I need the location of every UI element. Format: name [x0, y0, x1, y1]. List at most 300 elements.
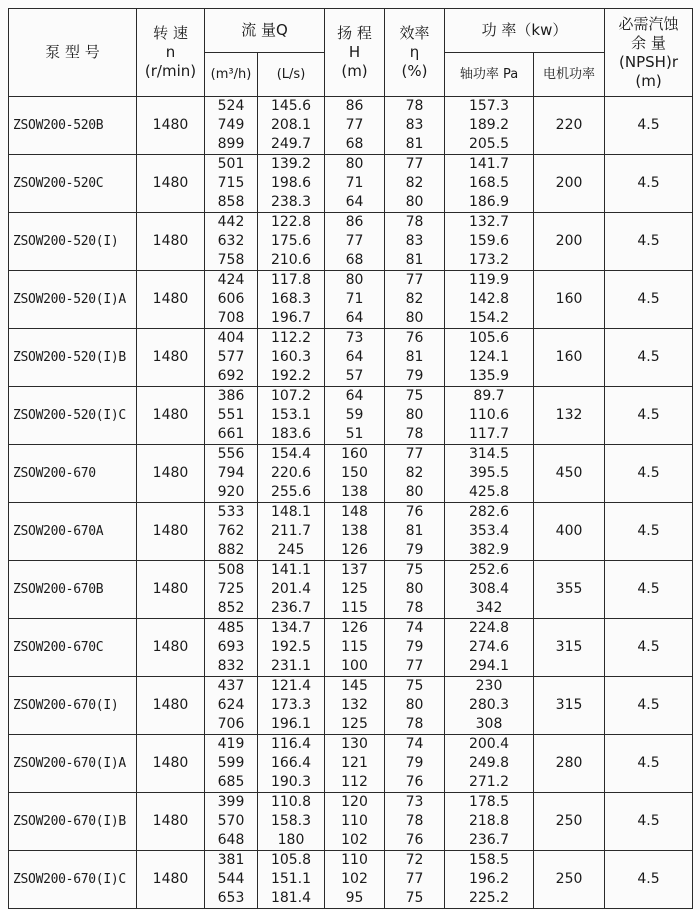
flow-m3h-value: 485: [217, 620, 245, 636]
efficiency-value: 80: [405, 484, 424, 500]
head-value: 71: [345, 175, 364, 191]
head-value: 64: [345, 349, 364, 365]
table-row: [9, 97, 693, 155]
shaft-power-cell: [445, 155, 534, 213]
head-value: 125: [341, 716, 368, 732]
model-cell: ZSOW200-670B: [9, 561, 137, 619]
head-value: 132: [341, 697, 368, 713]
speed-cell: 1480: [137, 329, 205, 387]
flow-m3h-value: 706: [217, 716, 245, 732]
header-flow-ls: (L/s): [258, 53, 325, 97]
table-row: [9, 155, 693, 213]
efficiency-value: 80: [405, 194, 424, 210]
shaft-power-value: 308: [475, 716, 503, 732]
npsh-cell: 4.5: [605, 445, 693, 503]
table-row: [9, 271, 693, 329]
efficiency-value: 79: [405, 639, 424, 655]
npsh-cell: 4.5: [605, 677, 693, 735]
flow-m3h-cell: [205, 329, 258, 387]
shaft-power-value: 178.5: [468, 794, 510, 810]
flow-m3h-value: 852: [217, 600, 245, 616]
shaft-power-cell: [445, 677, 534, 735]
flow-ls-value: 153.1: [270, 407, 312, 423]
head-value: 86: [345, 214, 364, 230]
shaft-power-value: 154.2: [468, 310, 510, 326]
speed-cell: 1480: [137, 387, 205, 445]
flow-m3h-value: 648: [217, 832, 245, 848]
head-value: 137: [341, 562, 368, 578]
head-cell: [325, 329, 385, 387]
head-cell: [325, 97, 385, 155]
efficiency-cell: [385, 155, 445, 213]
header-speed-symbol: n: [165, 43, 176, 61]
model-cell: ZSOW200-670(I)C: [9, 851, 137, 909]
efficiency-cell: [385, 793, 445, 851]
shaft-power-value: 173.2: [468, 252, 510, 268]
flow-m3h-value: 899: [217, 136, 245, 152]
npsh-cell: 4.5: [605, 735, 693, 793]
head-value: 80: [345, 156, 364, 172]
model-cell: ZSOW200-670: [9, 445, 137, 503]
efficiency-value: 79: [405, 755, 424, 771]
efficiency-value: 76: [405, 504, 424, 520]
flow-ls-value: 148.1: [270, 504, 312, 520]
header-eff-unit: (%): [401, 62, 428, 80]
head-value: 125: [341, 581, 368, 597]
table-row: [9, 503, 693, 561]
shaft-power-cell: [445, 329, 534, 387]
efficiency-cell: [385, 735, 445, 793]
motor-power-cell: 450: [534, 445, 605, 503]
efficiency-value: 77: [405, 658, 424, 674]
flow-ls-cell: [258, 619, 325, 677]
flow-m3h-value: 501: [217, 156, 245, 172]
head-cell: [325, 851, 385, 909]
flow-ls-value: 158.3: [270, 813, 312, 829]
shaft-power-value: 271.2: [468, 774, 510, 790]
head-value: 68: [345, 136, 364, 152]
efficiency-value: 81: [405, 349, 424, 365]
model-cell: ZSOW200-520(I)B: [9, 329, 137, 387]
npsh-cell: 4.5: [605, 213, 693, 271]
head-cell: [325, 155, 385, 213]
flow-m3h-value: 920: [217, 484, 245, 500]
shaft-power-value: 342: [475, 600, 503, 616]
flow-ls-cell: [258, 851, 325, 909]
head-value: 80: [345, 272, 364, 288]
header-head-symbol: H: [348, 43, 361, 61]
shaft-power-value: 308.4: [468, 581, 510, 597]
header-npsh-line1: 必需汽蚀: [618, 14, 679, 33]
flow-ls-value: 112.2: [270, 330, 312, 346]
flow-m3h-value: 419: [217, 736, 245, 752]
efficiency-cell: [385, 445, 445, 503]
shaft-power-value: 196.2: [468, 871, 510, 887]
flow-m3h-cell: [205, 213, 258, 271]
head-value: 148: [341, 504, 368, 520]
efficiency-cell: [385, 97, 445, 155]
flow-m3h-cell: [205, 271, 258, 329]
efficiency-value: 75: [405, 890, 424, 906]
flow-m3h-value: 715: [217, 175, 245, 191]
table-row: [9, 329, 693, 387]
head-value: 145: [341, 678, 368, 694]
flow-m3h-value: 858: [217, 194, 245, 210]
efficiency-value: 77: [405, 446, 424, 462]
flow-ls-value: 121.4: [270, 678, 312, 694]
flow-m3h-cell: [205, 677, 258, 735]
shaft-power-value: 230: [475, 678, 503, 694]
flow-m3h-value: 533: [217, 504, 245, 520]
flow-m3h-value: 404: [217, 330, 245, 346]
shaft-power-value: 274.6: [468, 639, 510, 655]
flow-ls-cell: [258, 271, 325, 329]
motor-power-cell: 160: [534, 271, 605, 329]
shaft-power-cell: [445, 97, 534, 155]
head-cell: [325, 387, 385, 445]
shaft-power-value: 395.5: [468, 465, 510, 481]
flow-m3h-cell: [205, 97, 258, 155]
motor-power-cell: 132: [534, 387, 605, 445]
flow-ls-cell: [258, 97, 325, 155]
npsh-cell: 4.5: [605, 155, 693, 213]
motor-power-cell: 250: [534, 793, 605, 851]
flow-ls-value: 198.6: [270, 175, 312, 191]
shaft-power-value: 159.6: [468, 233, 510, 249]
efficiency-value: 78: [405, 716, 424, 732]
header-shaft-power: 轴功率 Pa: [445, 53, 534, 97]
flow-m3h-value: 693: [217, 639, 245, 655]
motor-power-cell: 250: [534, 851, 605, 909]
head-cell: [325, 445, 385, 503]
header-npsh-line3: (NPSH)r: [619, 52, 678, 71]
head-cell: [325, 677, 385, 735]
head-value: 71: [345, 291, 364, 307]
shaft-power-value: 249.8: [468, 755, 510, 771]
shaft-power-value: 314.5: [468, 446, 510, 462]
model-cell: ZSOW200-520C: [9, 155, 137, 213]
head-value: 110: [341, 813, 368, 829]
efficiency-value: 81: [405, 252, 424, 268]
head-value: 121: [341, 755, 368, 771]
head-value: 110: [341, 852, 368, 868]
flow-ls-cell: [258, 677, 325, 735]
flow-ls-value: 166.4: [270, 755, 312, 771]
flow-m3h-cell: [205, 561, 258, 619]
efficiency-value: 76: [405, 832, 424, 848]
speed-cell: 1480: [137, 155, 205, 213]
flow-ls-value: 173.3: [270, 697, 312, 713]
model-cell: ZSOW200-670A: [9, 503, 137, 561]
model-cell: ZSOW200-670(I): [9, 677, 137, 735]
speed-cell: 1480: [137, 271, 205, 329]
table-row: [9, 213, 693, 271]
motor-power-cell: 355: [534, 561, 605, 619]
shaft-power-value: 132.7: [468, 214, 510, 230]
head-cell: [325, 619, 385, 677]
flow-ls-value: 245: [277, 542, 305, 558]
flow-ls-cell: [258, 155, 325, 213]
shaft-power-value: 158.5: [468, 852, 510, 868]
flow-ls-cell: [258, 329, 325, 387]
model-cell: ZSOW200-520B: [9, 97, 137, 155]
shaft-power-value: 89.7: [473, 388, 505, 404]
head-value: 115: [341, 600, 368, 616]
efficiency-value: 75: [405, 678, 424, 694]
table-row: [9, 387, 693, 445]
speed-cell: 1480: [137, 677, 205, 735]
flow-ls-value: 208.1: [270, 117, 312, 133]
head-cell: [325, 271, 385, 329]
flow-ls-value: 192.5: [270, 639, 312, 655]
shaft-power-value: 205.5: [468, 136, 510, 152]
shaft-power-cell: [445, 851, 534, 909]
flow-m3h-value: 551: [217, 407, 245, 423]
flow-m3h-value: 661: [217, 426, 245, 442]
pump-performance-table: [8, 8, 693, 909]
head-value: 59: [345, 407, 364, 423]
head-value: 64: [345, 388, 364, 404]
head-value: 102: [341, 832, 368, 848]
shaft-power-cell: [445, 387, 534, 445]
efficiency-value: 80: [405, 310, 424, 326]
shaft-power-value: 117.7: [468, 426, 510, 442]
flow-ls-value: 134.7: [270, 620, 312, 636]
shaft-power-value: 224.8: [468, 620, 510, 636]
flow-ls-cell: [258, 735, 325, 793]
efficiency-value: 82: [405, 465, 424, 481]
head-value: 138: [341, 484, 368, 500]
header-eff-symbol: η: [409, 43, 420, 61]
shaft-power-value: 124.1: [468, 349, 510, 365]
flow-ls-value: 231.1: [270, 658, 312, 674]
flow-ls-value: 181.4: [270, 890, 312, 906]
table-row: [9, 619, 693, 677]
efficiency-value: 76: [405, 774, 424, 790]
flow-ls-value: 180: [277, 832, 305, 848]
shaft-power-cell: [445, 735, 534, 793]
efficiency-cell: [385, 619, 445, 677]
header-eff-label: 效率: [399, 24, 430, 42]
table-row: [9, 851, 693, 909]
shaft-power-value: 282.6: [468, 504, 510, 520]
shaft-power-value: 141.7: [468, 156, 510, 172]
flow-m3h-cell: [205, 619, 258, 677]
efficiency-value: 74: [405, 620, 424, 636]
shaft-power-value: 119.9: [468, 272, 510, 288]
flow-m3h-value: 570: [217, 813, 245, 829]
shaft-power-value: 110.6: [468, 407, 510, 423]
model-cell: ZSOW200-520(I): [9, 213, 137, 271]
head-value: 77: [345, 233, 364, 249]
efficiency-value: 80: [405, 697, 424, 713]
npsh-cell: 4.5: [605, 329, 693, 387]
flow-m3h-value: 437: [217, 678, 245, 694]
head-value: 112: [341, 774, 368, 790]
header-flow: 流 量Q: [205, 9, 325, 53]
shaft-power-cell: [445, 503, 534, 561]
head-cell: [325, 561, 385, 619]
efficiency-cell: [385, 561, 445, 619]
flow-ls-cell: [258, 445, 325, 503]
flow-ls-value: 201.4: [270, 581, 312, 597]
efficiency-value: 83: [405, 233, 424, 249]
speed-cell: 1480: [137, 213, 205, 271]
flow-m3h-value: 762: [217, 523, 245, 539]
model-cell: ZSOW200-670(I)B: [9, 793, 137, 851]
shaft-power-value: 280.3: [468, 697, 510, 713]
efficiency-value: 80: [405, 581, 424, 597]
header-motor-power: 电机功率: [534, 53, 605, 97]
header-head-unit: (m): [341, 62, 368, 80]
shaft-power-value: 157.3: [468, 98, 510, 114]
table-row: [9, 735, 693, 793]
efficiency-value: 74: [405, 736, 424, 752]
flow-ls-value: 192.2: [270, 368, 312, 384]
head-value: 115: [341, 639, 368, 655]
flow-m3h-value: 708: [217, 310, 245, 326]
flow-ls-value: 154.4: [270, 446, 312, 462]
head-value: 64: [345, 194, 364, 210]
head-value: 138: [341, 523, 368, 539]
shaft-power-value: 252.6: [468, 562, 510, 578]
efficiency-value: 77: [405, 871, 424, 887]
flow-m3h-cell: [205, 793, 258, 851]
efficiency-value: 78: [405, 600, 424, 616]
flow-ls-value: 249.7: [270, 136, 312, 152]
flow-ls-value: 139.2: [270, 156, 312, 172]
head-value: 150: [341, 465, 368, 481]
head-cell: [325, 735, 385, 793]
flow-m3h-value: 424: [217, 272, 245, 288]
header-head: [325, 9, 385, 97]
flow-m3h-value: 577: [217, 349, 245, 365]
flow-m3h-value: 632: [217, 233, 245, 249]
flow-m3h-cell: [205, 387, 258, 445]
shaft-power-cell: [445, 561, 534, 619]
shaft-power-value: 236.7: [468, 832, 510, 848]
head-cell: [325, 793, 385, 851]
shaft-power-value: 353.4: [468, 523, 510, 539]
speed-cell: 1480: [137, 503, 205, 561]
header-npsh-line2: 余 量: [631, 33, 666, 52]
efficiency-value: 73: [405, 794, 424, 810]
flow-ls-value: 107.2: [270, 388, 312, 404]
table-row: [9, 561, 693, 619]
flow-m3h-value: 832: [217, 658, 245, 674]
motor-power-cell: 200: [534, 213, 605, 271]
flow-m3h-value: 606: [217, 291, 245, 307]
model-cell: ZSOW200-520(I)C: [9, 387, 137, 445]
head-value: 100: [341, 658, 368, 674]
header-efficiency: [385, 9, 445, 97]
shaft-power-value: 105.6: [468, 330, 510, 346]
head-value: 126: [341, 620, 368, 636]
npsh-cell: 4.5: [605, 851, 693, 909]
flow-m3h-cell: [205, 445, 258, 503]
efficiency-value: 81: [405, 523, 424, 539]
efficiency-cell: [385, 271, 445, 329]
flow-ls-value: 211.7: [270, 523, 312, 539]
head-value: 77: [345, 117, 364, 133]
efficiency-value: 78: [405, 426, 424, 442]
head-value: 130: [341, 736, 368, 752]
flow-m3h-value: 685: [217, 774, 245, 790]
motor-power-cell: 315: [534, 619, 605, 677]
speed-cell: 1480: [137, 851, 205, 909]
flow-ls-value: 196.1: [270, 716, 312, 732]
table-row: [9, 793, 693, 851]
head-value: 68: [345, 252, 364, 268]
efficiency-cell: [385, 329, 445, 387]
flow-m3h-value: 749: [217, 117, 245, 133]
flow-m3h-value: 794: [217, 465, 245, 481]
shaft-power-value: 294.1: [468, 658, 510, 674]
head-value: 51: [345, 426, 364, 442]
efficiency-value: 76: [405, 330, 424, 346]
header-head-label: 扬 程: [337, 24, 372, 42]
efficiency-cell: [385, 503, 445, 561]
efficiency-value: 78: [405, 98, 424, 114]
shaft-power-cell: [445, 445, 534, 503]
shaft-power-value: 135.9: [468, 368, 510, 384]
shaft-power-cell: [445, 619, 534, 677]
flow-ls-value: 220.6: [270, 465, 312, 481]
header-flow-m3h: (m³/h): [205, 53, 258, 97]
head-value: 160: [341, 446, 368, 462]
head-value: 64: [345, 310, 364, 326]
speed-cell: 1480: [137, 735, 205, 793]
npsh-cell: 4.5: [605, 793, 693, 851]
efficiency-value: 78: [405, 813, 424, 829]
efficiency-cell: [385, 851, 445, 909]
model-cell: ZSOW200-520(I)A: [9, 271, 137, 329]
efficiency-value: 79: [405, 542, 424, 558]
efficiency-value: 80: [405, 407, 424, 423]
flow-ls-value: 168.3: [270, 291, 312, 307]
shaft-power-value: 218.8: [468, 813, 510, 829]
shaft-power-cell: [445, 793, 534, 851]
header-npsh: [605, 9, 693, 97]
efficiency-value: 77: [405, 272, 424, 288]
flow-m3h-value: 758: [217, 252, 245, 268]
npsh-cell: 4.5: [605, 503, 693, 561]
flow-ls-cell: [258, 793, 325, 851]
flow-ls-value: 210.6: [270, 252, 312, 268]
flow-m3h-value: 544: [217, 871, 245, 887]
efficiency-value: 79: [405, 368, 424, 384]
efficiency-value: 77: [405, 156, 424, 172]
flow-m3h-value: 524: [217, 98, 245, 114]
flow-ls-cell: [258, 503, 325, 561]
flow-m3h-value: 882: [217, 542, 245, 558]
shaft-power-value: 425.8: [468, 484, 510, 500]
flow-ls-cell: [258, 387, 325, 445]
shaft-power-value: 189.2: [468, 117, 510, 133]
head-value: 57: [345, 368, 364, 384]
flow-ls-cell: [258, 213, 325, 271]
flow-m3h-value: 725: [217, 581, 245, 597]
speed-cell: 1480: [137, 97, 205, 155]
flow-m3h-cell: [205, 503, 258, 561]
flow-ls-value: 105.8: [270, 852, 312, 868]
flow-m3h-value: 599: [217, 755, 245, 771]
header-speed-unit: (r/min): [144, 62, 197, 80]
flow-ls-value: 141.1: [270, 562, 312, 578]
flow-m3h-cell: [205, 851, 258, 909]
speed-cell: 1480: [137, 561, 205, 619]
efficiency-value: 75: [405, 388, 424, 404]
